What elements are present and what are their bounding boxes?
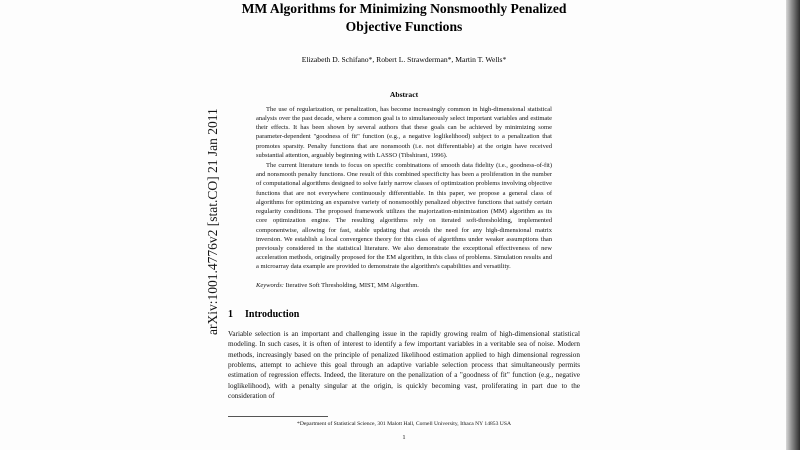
title-line-1: MM Algorithms for Minimizing Nonsmoothly Penalized [241,1,567,16]
page-number: 1 [402,434,406,441]
arxiv-stamp [205,35,225,335]
page-title [228,0,580,36]
arxiv-stamp-text: arXiv:1001.4776v2 [stat.CO] 21 Jan 2011 [205,108,220,335]
introduction-paragraph-1: Variable selection is an important and challenging issue in the rapidly growing realm of high-dimensional statistical modeling. In such cases, it is often of interest to identify a few important variables in a veritable sea of noise. Modern methods, increasingly based on the principle of penalized likelihood estimation applied to high dimensional regression problems, attempt to achieve this goal through an adaptive variable selection process that simultaneously permits estimation of regression effects. Indeed, the literature on the penalization of a "goodness of fit" function (e.g., negative loglikelihood), with a penalty singular at the origin, is quickly becoming vast, proliferating in part due to the consideration of [228,329,580,401]
keywords-value: Iterative Soft Thresholding, MIST, MM Algorithm. [285,281,419,289]
abstract-body [228,105,580,272]
title-line-2: Objective Functions [345,18,463,34]
section-number: 1 [228,308,233,320]
abstract-heading: Abstract [389,89,419,99]
section-title: Introduction [245,308,300,320]
footnote-divider [228,416,328,417]
section-heading-introduction [228,309,580,320]
abstract-paragraph-1: The use of regularization, or penalization, has become increasingly common in high-dimensional statistical analysis over the past decade, where a common goal is to simultaneously select important variables and estimate their effects. It has been shown by several authors that these goals can be achieved by minimizing some parameter-dependent "goodness of fit" function (e.g., a negative loglikelihood) subject to a penalization that promotes sparsity. Penalty functions that are nonsmooth (i.e. not differentiable) at the origin have received substantial attention, arguably beginning with LASSO (Tibshirani, 1996). [256,105,552,159]
keywords-label: Keywords: [256,281,284,289]
page-edge-shadow [786,0,800,450]
footnote-affiliation: *Department of Statistical Science, 301 Malott Hall, Cornell University, Ithaca NY 14853 USA [297,420,511,427]
introduction-body [228,329,580,402]
paper-column [228,0,580,427]
abstract-paragraph-2: The current literature tends to focus on specific combinations of smooth data fidelity (i.e., goodness-of-fit) and nonsmooth penalty functions. One result of this combined specificity has been a proliferation in the number of computational algorithms designed to solve fairly narrow classes of optimization problems involving objective functions that are not everywhere continuously differentiable. In this paper, we propose a general class of algorithms for optimizing an expansive variety of nonsmoothly penalized objective functions that satisfy certain regularity conditions. The proposed framework utilizes the majorization-minimization (MM) algorithm as its core optimization engine. The resulting algorithms rely on iterated soft-thresholding, implemented componentwise, allowing for fast, stable updating that avoids the need for any high-dimensional matrix inversion. We establish a local convergence theory for this class of algorithms under weaker assumptions than previously considered in the statistical literature. We also demonstrate the exceptional effectiveness of new acceleration methods, originally proposed for the EM algorithm, in this class of problems. Simulation results and a microarray data example are provided to demonstrate the algorithm's capabilities and versatility. [256,162,552,271]
author-list: Elizabeth D. Schifano*, Robert L. Strawderman*, Martin T. Wells* [301,54,507,64]
keywords-line [228,282,580,289]
